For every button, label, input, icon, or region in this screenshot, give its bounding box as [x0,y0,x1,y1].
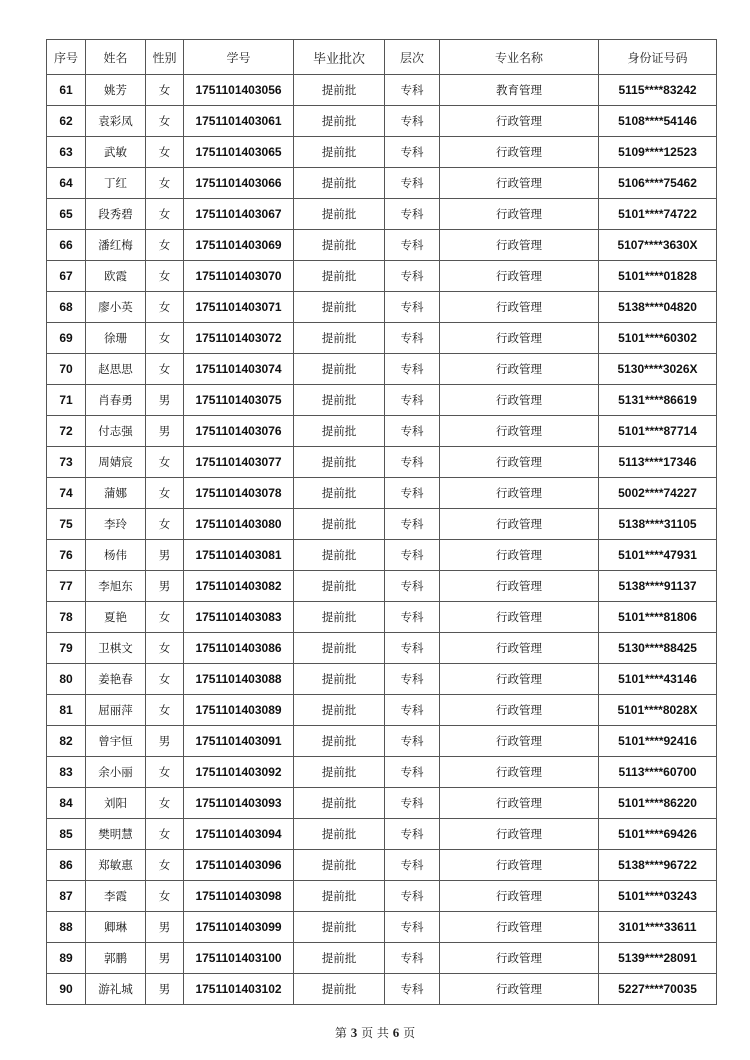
cell-level: 专科 [385,199,440,230]
cell-seq: 81 [47,695,86,726]
graduate-roster-table [46,39,717,1005]
cell-level: 专科 [385,571,440,602]
cell-id-number: 5101****47931 [599,540,717,571]
cell-id-number: 5101****92416 [599,726,717,757]
cell-seq: 83 [47,757,86,788]
col-header-gender: 性别 [146,40,184,75]
cell-batch: 提前批 [294,850,385,881]
cell-batch: 提前批 [294,633,385,664]
cell-gender: 女 [146,788,184,819]
cell-student-id: 1751101403066 [184,168,294,199]
cell-seq: 70 [47,354,86,385]
cell-student-id: 1751101403081 [184,540,294,571]
header-row [47,40,717,75]
cell-name: 郭鹏 [86,943,146,974]
cell-name: 夏艳 [86,602,146,633]
cell-gender: 女 [146,75,184,106]
cell-gender: 女 [146,137,184,168]
cell-name: 樊明慧 [86,819,146,850]
cell-level: 专科 [385,974,440,1005]
cell-student-id: 1751101403083 [184,602,294,633]
cell-level: 专科 [385,106,440,137]
cell-major: 行政管理 [440,230,599,261]
cell-student-id: 1751101403098 [184,881,294,912]
col-header-seq: 序号 [47,40,86,75]
cell-level: 专科 [385,230,440,261]
cell-major: 行政管理 [440,633,599,664]
cell-name: 余小丽 [86,757,146,788]
table-row [47,75,717,106]
cell-major: 行政管理 [440,261,599,292]
cell-id-number: 5138****31105 [599,509,717,540]
cell-batch: 提前批 [294,106,385,137]
cell-level: 专科 [385,881,440,912]
cell-seq: 89 [47,943,86,974]
cell-batch: 提前批 [294,323,385,354]
cell-level: 专科 [385,819,440,850]
cell-major: 行政管理 [440,478,599,509]
cell-level: 专科 [385,540,440,571]
cell-id-number: 5130****88425 [599,633,717,664]
cell-id-number: 5138****91137 [599,571,717,602]
cell-batch: 提前批 [294,230,385,261]
cell-name: 游礼城 [86,974,146,1005]
cell-level: 专科 [385,850,440,881]
cell-batch: 提前批 [294,385,385,416]
cell-seq: 68 [47,292,86,323]
cell-student-id: 1751101403056 [184,75,294,106]
col-header-major: 专业名称 [440,40,599,75]
table-row [47,571,717,602]
table-row [47,230,717,261]
cell-major: 行政管理 [440,726,599,757]
cell-student-id: 1751101403078 [184,478,294,509]
cell-student-id: 1751101403100 [184,943,294,974]
cell-student-id: 1751101403080 [184,509,294,540]
table-row [47,261,717,292]
cell-student-id: 1751101403074 [184,354,294,385]
cell-student-id: 1751101403091 [184,726,294,757]
cell-name: 武敏 [86,137,146,168]
cell-student-id: 1751101403102 [184,974,294,1005]
cell-major: 行政管理 [440,695,599,726]
cell-name: 刘阳 [86,788,146,819]
table-row [47,447,717,478]
cell-id-number: 5131****86619 [599,385,717,416]
cell-batch: 提前批 [294,881,385,912]
table-row [47,416,717,447]
cell-seq: 78 [47,602,86,633]
cell-seq: 86 [47,850,86,881]
cell-student-id: 1751101403096 [184,850,294,881]
cell-major: 行政管理 [440,106,599,137]
cell-gender: 男 [146,974,184,1005]
cell-level: 专科 [385,664,440,695]
cell-student-id: 1751101403086 [184,633,294,664]
cell-seq: 76 [47,540,86,571]
cell-student-id: 1751101403076 [184,416,294,447]
cell-name: 屈丽萍 [86,695,146,726]
table-row [47,385,717,416]
cell-seq: 87 [47,881,86,912]
cell-student-id: 1751101403088 [184,664,294,695]
col-header-id-number: 身份证号码 [599,40,717,75]
cell-level: 专科 [385,726,440,757]
cell-batch: 提前批 [294,447,385,478]
cell-gender: 女 [146,478,184,509]
cell-seq: 62 [47,106,86,137]
cell-gender: 女 [146,757,184,788]
table-row [47,137,717,168]
cell-gender: 男 [146,726,184,757]
cell-batch: 提前批 [294,199,385,230]
cell-id-number: 5138****04820 [599,292,717,323]
cell-level: 专科 [385,261,440,292]
cell-level: 专科 [385,633,440,664]
cell-major: 行政管理 [440,602,599,633]
cell-student-id: 1751101403061 [184,106,294,137]
cell-id-number: 5101****87714 [599,416,717,447]
table-row [47,354,717,385]
table-row [47,168,717,199]
cell-id-number: 5002****74227 [599,478,717,509]
cell-seq: 82 [47,726,86,757]
cell-gender: 女 [146,602,184,633]
cell-level: 专科 [385,385,440,416]
cell-student-id: 1751101403089 [184,695,294,726]
cell-major: 行政管理 [440,881,599,912]
cell-student-id: 1751101403067 [184,199,294,230]
cell-gender: 女 [146,695,184,726]
cell-seq: 71 [47,385,86,416]
cell-batch: 提前批 [294,695,385,726]
cell-major: 行政管理 [440,447,599,478]
cell-id-number: 5101****74722 [599,199,717,230]
table-row [47,788,717,819]
cell-gender: 女 [146,664,184,695]
cell-gender: 女 [146,292,184,323]
cell-id-number: 3101****33611 [599,912,717,943]
cell-major: 行政管理 [440,354,599,385]
footer-total-pages: 6 [392,1025,400,1040]
cell-batch: 提前批 [294,726,385,757]
cell-seq: 74 [47,478,86,509]
cell-seq: 90 [47,974,86,1005]
cell-level: 专科 [385,912,440,943]
cell-id-number: 5101****8028X [599,695,717,726]
cell-batch: 提前批 [294,757,385,788]
table-row [47,943,717,974]
table-row [47,819,717,850]
cell-seq: 66 [47,230,86,261]
table-row [47,726,717,757]
cell-major: 行政管理 [440,509,599,540]
cell-major: 行政管理 [440,571,599,602]
cell-id-number: 5107****3630X [599,230,717,261]
table-row [47,881,717,912]
cell-level: 专科 [385,757,440,788]
cell-student-id: 1751101403094 [184,819,294,850]
cell-student-id: 1751101403099 [184,912,294,943]
table-row [47,912,717,943]
table-row [47,106,717,137]
cell-id-number: 5138****96722 [599,850,717,881]
cell-id-number: 5139****28091 [599,943,717,974]
cell-id-number: 5101****69426 [599,819,717,850]
cell-batch: 提前批 [294,664,385,695]
col-header-name: 姓名 [86,40,146,75]
page-footer [0,1024,750,1041]
cell-gender: 女 [146,633,184,664]
table-header [47,40,717,75]
cell-batch: 提前批 [294,974,385,1005]
cell-gender: 女 [146,323,184,354]
cell-level: 专科 [385,695,440,726]
footer-middle: 页 共 [361,1026,389,1040]
cell-student-id: 1751101403070 [184,261,294,292]
table-row [47,292,717,323]
cell-major: 行政管理 [440,540,599,571]
cell-major: 行政管理 [440,974,599,1005]
cell-batch: 提前批 [294,261,385,292]
cell-gender: 女 [146,447,184,478]
cell-gender: 男 [146,912,184,943]
cell-seq: 67 [47,261,86,292]
cell-batch: 提前批 [294,168,385,199]
cell-id-number: 5101****03243 [599,881,717,912]
cell-major: 行政管理 [440,137,599,168]
cell-name: 李旭东 [86,571,146,602]
cell-level: 专科 [385,478,440,509]
cell-name: 丁红 [86,168,146,199]
cell-gender: 女 [146,850,184,881]
cell-batch: 提前批 [294,571,385,602]
cell-name: 姜艳春 [86,664,146,695]
cell-id-number: 5130****3026X [599,354,717,385]
cell-batch: 提前批 [294,602,385,633]
cell-student-id: 1751101403075 [184,385,294,416]
cell-name: 肖春勇 [86,385,146,416]
table-row [47,974,717,1005]
cell-seq: 88 [47,912,86,943]
cell-batch: 提前批 [294,819,385,850]
cell-id-number: 5109****12523 [599,137,717,168]
cell-seq: 80 [47,664,86,695]
cell-id-number: 5101****43146 [599,664,717,695]
cell-gender: 男 [146,416,184,447]
cell-major: 行政管理 [440,292,599,323]
cell-student-id: 1751101403093 [184,788,294,819]
cell-id-number: 5101****01828 [599,261,717,292]
table-row [47,323,717,354]
cell-batch: 提前批 [294,292,385,323]
table-row [47,757,717,788]
cell-seq: 85 [47,819,86,850]
cell-level: 专科 [385,168,440,199]
cell-name: 蒲娜 [86,478,146,509]
cell-level: 专科 [385,137,440,168]
cell-level: 专科 [385,788,440,819]
cell-level: 专科 [385,323,440,354]
cell-name: 潘红梅 [86,230,146,261]
cell-level: 专科 [385,943,440,974]
cell-id-number: 5113****17346 [599,447,717,478]
cell-seq: 64 [47,168,86,199]
cell-batch: 提前批 [294,509,385,540]
cell-major: 行政管理 [440,850,599,881]
cell-id-number: 5108****54146 [599,106,717,137]
cell-batch: 提前批 [294,478,385,509]
cell-major: 行政管理 [440,819,599,850]
cell-major: 行政管理 [440,943,599,974]
footer-current-page: 3 [350,1025,358,1040]
cell-name: 杨伟 [86,540,146,571]
col-header-student-id: 学号 [184,40,294,75]
cell-major: 行政管理 [440,912,599,943]
cell-seq: 75 [47,509,86,540]
cell-id-number: 5106****75462 [599,168,717,199]
cell-level: 专科 [385,292,440,323]
cell-seq: 84 [47,788,86,819]
cell-gender: 男 [146,540,184,571]
cell-seq: 65 [47,199,86,230]
cell-name: 卫棋文 [86,633,146,664]
table-row [47,602,717,633]
cell-seq: 77 [47,571,86,602]
cell-gender: 女 [146,881,184,912]
table-row [47,850,717,881]
cell-major: 行政管理 [440,757,599,788]
cell-seq: 69 [47,323,86,354]
cell-name: 郑敏惠 [86,850,146,881]
cell-major: 行政管理 [440,168,599,199]
cell-name: 李霞 [86,881,146,912]
table-body [47,75,717,1005]
table-row [47,664,717,695]
cell-gender: 男 [146,385,184,416]
cell-major: 行政管理 [440,385,599,416]
table-row [47,478,717,509]
cell-id-number: 5101****86220 [599,788,717,819]
cell-name: 卿琳 [86,912,146,943]
cell-id-number: 5227****70035 [599,974,717,1005]
cell-student-id: 1751101403082 [184,571,294,602]
table-row [47,633,717,664]
cell-major: 行政管理 [440,199,599,230]
cell-name: 徐珊 [86,323,146,354]
cell-name: 李玲 [86,509,146,540]
cell-batch: 提前批 [294,943,385,974]
cell-name: 廖小英 [86,292,146,323]
cell-student-id: 1751101403065 [184,137,294,168]
cell-gender: 男 [146,571,184,602]
cell-id-number: 5101****81806 [599,602,717,633]
cell-student-id: 1751101403077 [184,447,294,478]
cell-gender: 女 [146,354,184,385]
table-row [47,540,717,571]
cell-gender: 女 [146,168,184,199]
cell-major: 教育管理 [440,75,599,106]
cell-name: 姚芳 [86,75,146,106]
cell-level: 专科 [385,416,440,447]
cell-seq: 61 [47,75,86,106]
cell-student-id: 1751101403072 [184,323,294,354]
cell-level: 专科 [385,447,440,478]
cell-id-number: 5113****60700 [599,757,717,788]
cell-seq: 63 [47,137,86,168]
cell-id-number: 5115****83242 [599,75,717,106]
cell-name: 段秀碧 [86,199,146,230]
cell-gender: 女 [146,106,184,137]
cell-gender: 女 [146,261,184,292]
cell-major: 行政管理 [440,788,599,819]
cell-gender: 女 [146,230,184,261]
cell-student-id: 1751101403071 [184,292,294,323]
cell-student-id: 1751101403069 [184,230,294,261]
col-header-batch: 毕业批次 [294,40,385,75]
cell-major: 行政管理 [440,323,599,354]
table-row [47,695,717,726]
cell-level: 专科 [385,509,440,540]
cell-gender: 男 [146,943,184,974]
cell-name: 欧霞 [86,261,146,292]
cell-seq: 79 [47,633,86,664]
cell-batch: 提前批 [294,75,385,106]
cell-name: 赵思思 [86,354,146,385]
cell-student-id: 1751101403092 [184,757,294,788]
cell-gender: 女 [146,819,184,850]
cell-name: 付志强 [86,416,146,447]
cell-level: 专科 [385,75,440,106]
cell-batch: 提前批 [294,416,385,447]
cell-level: 专科 [385,602,440,633]
cell-batch: 提前批 [294,912,385,943]
table-row [47,199,717,230]
cell-name: 周婧宸 [86,447,146,478]
cell-major: 行政管理 [440,664,599,695]
cell-gender: 女 [146,199,184,230]
cell-name: 曾宇恒 [86,726,146,757]
cell-seq: 72 [47,416,86,447]
cell-name: 袁彩凤 [86,106,146,137]
col-header-level: 层次 [385,40,440,75]
cell-major: 行政管理 [440,416,599,447]
cell-batch: 提前批 [294,788,385,819]
cell-seq: 73 [47,447,86,478]
table-row [47,509,717,540]
cell-batch: 提前批 [294,540,385,571]
cell-batch: 提前批 [294,354,385,385]
footer-prefix: 第 [334,1026,347,1040]
cell-batch: 提前批 [294,137,385,168]
cell-gender: 女 [146,509,184,540]
footer-suffix: 页 [403,1026,416,1040]
cell-id-number: 5101****60302 [599,323,717,354]
cell-level: 专科 [385,354,440,385]
